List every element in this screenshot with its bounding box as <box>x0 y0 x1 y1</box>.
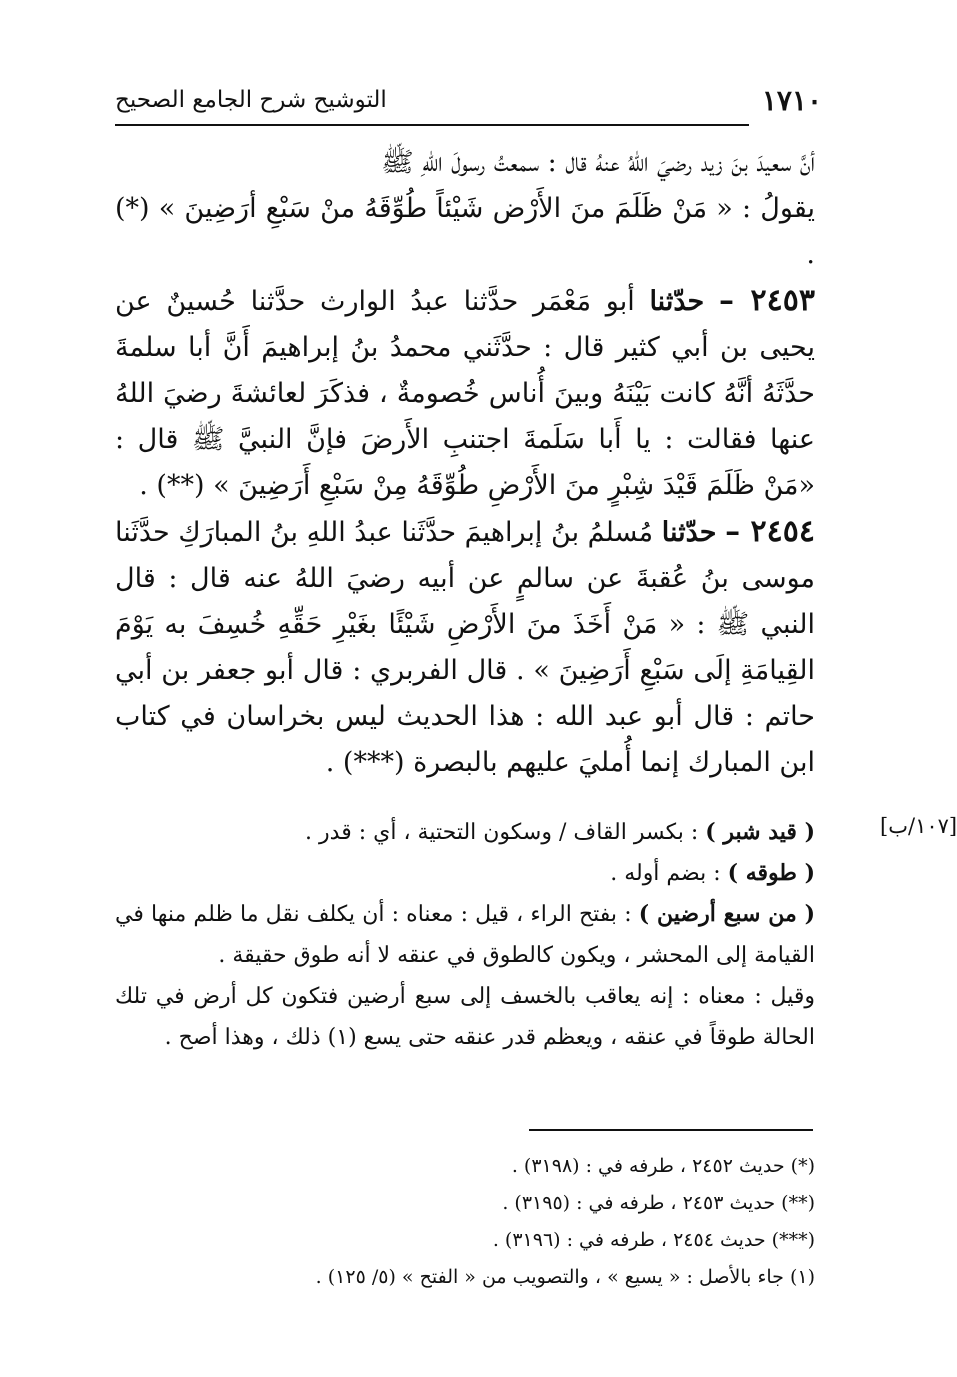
explanation-tawwiqahu: : بضم أوله . <box>610 861 721 886</box>
running-title: التوشيح شرح الجامع الصحيح <box>115 87 387 113</box>
commentary-sab-aradin-alternative: وقيل : معناه : إنه يعاقب بالخسف إلى سبع أرضين فتكون كل أرض في تلك الحالة طوقاً في عنقه ، ويعظم قدر عنقه حتى يسع (١) ذلك ، وهذا أصح . <box>115 984 815 1050</box>
footnotes <box>115 1148 815 1296</box>
manuscript-folio-reference: [١٠٧/ب] <box>880 814 957 838</box>
footnote-item: (*) حديث ٢٤٥٢ ، طرفه في : (٣١٩٨) . <box>511 1155 815 1177</box>
body-line-2: يقولُ : « مَنْ ظَلَمَ منَ الأَرْض شَيْئاً طُوِّقَهُ منْ سَبْعِ أرَضِينَ » (*) . <box>115 193 815 270</box>
footnote-separator <box>529 1129 813 1131</box>
page-header <box>115 78 822 124</box>
commentary-tawwiqahu <box>115 853 815 894</box>
term-sab-aradin: ( من سبع أرضين ) <box>638 901 815 927</box>
hadith-2453 <box>115 278 815 509</box>
hadith-text-2453: أبو مَعْمَر حدَّثنا عبدُ الوارث حدَّثنا حُسينٌ عن يحيى بن أبي كثير قال : حدَّثَني محمدُ بنُ إبراهيمَ أَنَّ أبا سلمةَ حدَّثَهُ أنَّهُ كانت بَيْنَهُ وبينَ أُناس خُصومةٌ ، فذكَرَ لعائشةَ رضيَ اللهُ عنها فقالت : يا أَبا سَلَمةَ اجتنبِ الأَرضَ فإنَّ النبيَّ ﷺ قال : «مَنْ ظَلَمَ قَيْدَ شِبْرٍ منَ الأَرْضِ طُوِّقَهُ مِنْ سَبْعِ أَرَضِينَ » (**) . <box>115 286 815 501</box>
footnote-item: (**) حديث ٢٤٥٣ ، طرفه في : (٣١٩٥) . <box>502 1192 815 1214</box>
footnote-item: (***) حديث ٢٤٥٤ ، طرفه في : (٣١٩٦) . <box>492 1229 815 1251</box>
explanation-sab-aradin: : بفتح الراء ، قيل : معناه : أن يكلف نقل ما ظلم منها في القيامة إلى المحشر ، ويكون كالطوق في عنقه لا أنه طوق حقيقة . <box>115 902 815 968</box>
hadith-chain-heading-2454: حدّثنا <box>661 517 717 548</box>
commentary <box>115 812 815 1058</box>
hadith-2454 <box>115 509 815 786</box>
term-tawwiqahu: ( طوقه ) <box>727 860 815 886</box>
hadith-chain-heading-2453: حدّثنا <box>649 286 705 317</box>
hadith-text-2454: مُسلمُ بنُ إبراهيمَ حدَّثَنا عبدُ اللهِ بنُ المبارَكِ حدَّثَنا موسى بنُ عُقبةَ عن سالمٍ عن أبيه رضيَ اللهُ عنه قال : قال النبي ﷺ : « مَنْ أَخَذَ منَ الأَرْضِ شَيْئًا بغَيْرِ حَقِّهِ خُسِفَ به يَوْمَ القِيامَةِ إلَى سَبْعِ أَرَضِينَ » . قال الفربري : قال أبو جعفر بن أبي حاتم : قال أبو عبد الله : هذا الحديث ليس بخراسان في كتاب ابن المبارك إنما أُمليَ عليهم بالبصرة (***) . <box>115 517 815 778</box>
explanation-qayd-shibr: : بكسر القاف / وسكون التحتية ، أي : قدر . <box>305 820 699 845</box>
page-number: ١٧١٠ <box>761 84 822 117</box>
main-text <box>115 140 815 786</box>
commentary-sab-aradin <box>115 894 815 976</box>
commentary-qayd-shibr <box>115 812 815 853</box>
body-line-1: أنَّ سعيدَ بنَ زيد رضيَ اللهُ عنهُ قال : سمعتُ رسولَ اللهِ ﷺ <box>381 147 815 178</box>
header-rule <box>115 124 749 126</box>
footnote-item: (١) جاء بالأصل : « يسيع » ، والتصويب من « الفتح » (٥/ ١٢٥) . <box>315 1266 815 1288</box>
hadith-number-2453: ٢٤٥٣ – <box>718 283 815 318</box>
term-qayd-shibr: ( قيد شبر ) <box>705 819 815 845</box>
hadith-number-2454: ٢٤٥٤ – <box>725 514 815 549</box>
